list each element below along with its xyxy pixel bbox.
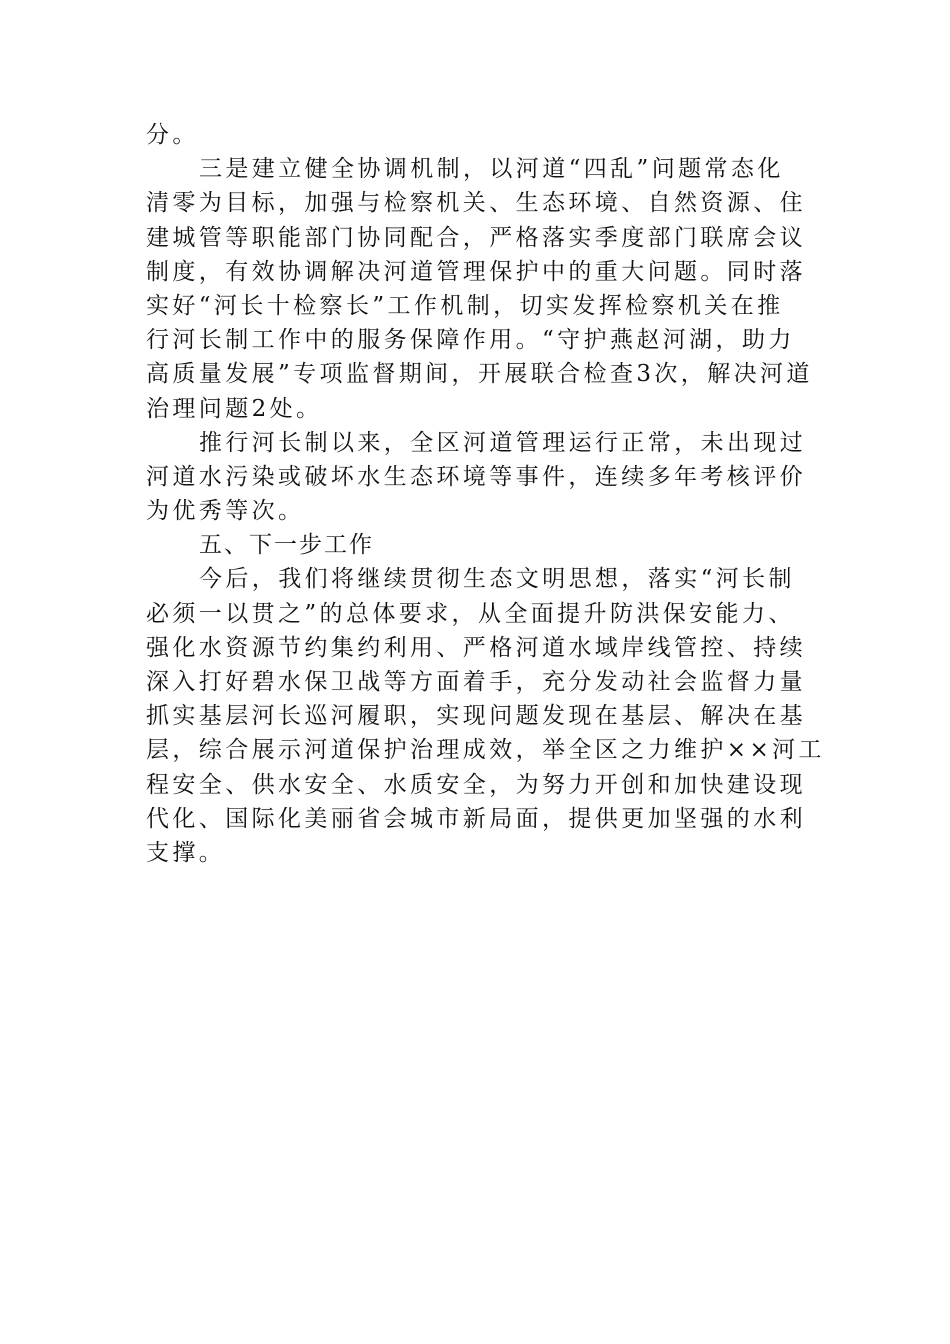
text-line: 三是建立健全协调机制，以河道“四乱”问题常态化	[199, 156, 784, 183]
paragraph-next-steps	[146, 562, 825, 870]
section-heading	[146, 528, 806, 562]
text-line: 强化水资源节约集约利用、严格河道水域岸线管控、持续	[146, 634, 806, 661]
text-line: 抓实基层河长巡河履职，实现问题发现在基层、解决在基	[146, 703, 806, 730]
text-line: 行河长制工作中的服务保障作用。“守护燕赵河湖，助力	[146, 327, 795, 354]
text-line: 分。	[146, 122, 199, 148]
text-line: 治理问题2处。	[146, 395, 323, 422]
text-line: 支撑。	[146, 839, 226, 866]
text-line: 制度，有效协调解决河道管理保护中的重大问题。同时落	[146, 258, 806, 285]
text-line: 层，综合展示河道保护治理成效，举全区之力维护××河工	[146, 737, 825, 764]
text-line: 代化、国际化美丽省会城市新局面，提供更加坚强的水利	[146, 805, 806, 832]
paragraph-coordination-mechanism	[146, 152, 813, 426]
text-line: 建城管等职能部门协同配合，严格落实季度部门联席会议	[146, 224, 806, 251]
text-line: 必须一以贯之”的总体要求，从全面提升防洪保安能力、	[146, 600, 795, 627]
text-line: 清零为目标，加强与检察机关、生态环境、自然资源、住	[146, 190, 806, 217]
text-line: 高质量发展”专项监督期间，开展联合检查3次，解决河道	[146, 361, 813, 388]
section-heading-text: 五、下一步工作	[199, 532, 374, 559]
text-line: 河道水污染或破坏水生态环境等事件，连续多年考核评价	[146, 463, 806, 490]
paragraph-summary	[146, 426, 806, 529]
text-line: 今后，我们将继续贯彻生态文明思想，落实“河长制	[199, 566, 795, 593]
paragraph-continuation	[146, 118, 806, 152]
text-line: 深入打好碧水保卫战等方面着手，充分发动社会监督力量	[146, 669, 806, 695]
text-line: 程安全、供水安全、水质安全，为努力开创和加快建设现	[146, 771, 806, 798]
text-line: 为优秀等次。	[146, 498, 305, 525]
text-line: 实好“河长十检察长”工作机制，切实发挥检察机关在推	[146, 292, 784, 319]
text-line: 推行河长制以来，全区河道管理运行正常，未出现过	[199, 429, 807, 456]
document-body	[146, 118, 825, 870]
